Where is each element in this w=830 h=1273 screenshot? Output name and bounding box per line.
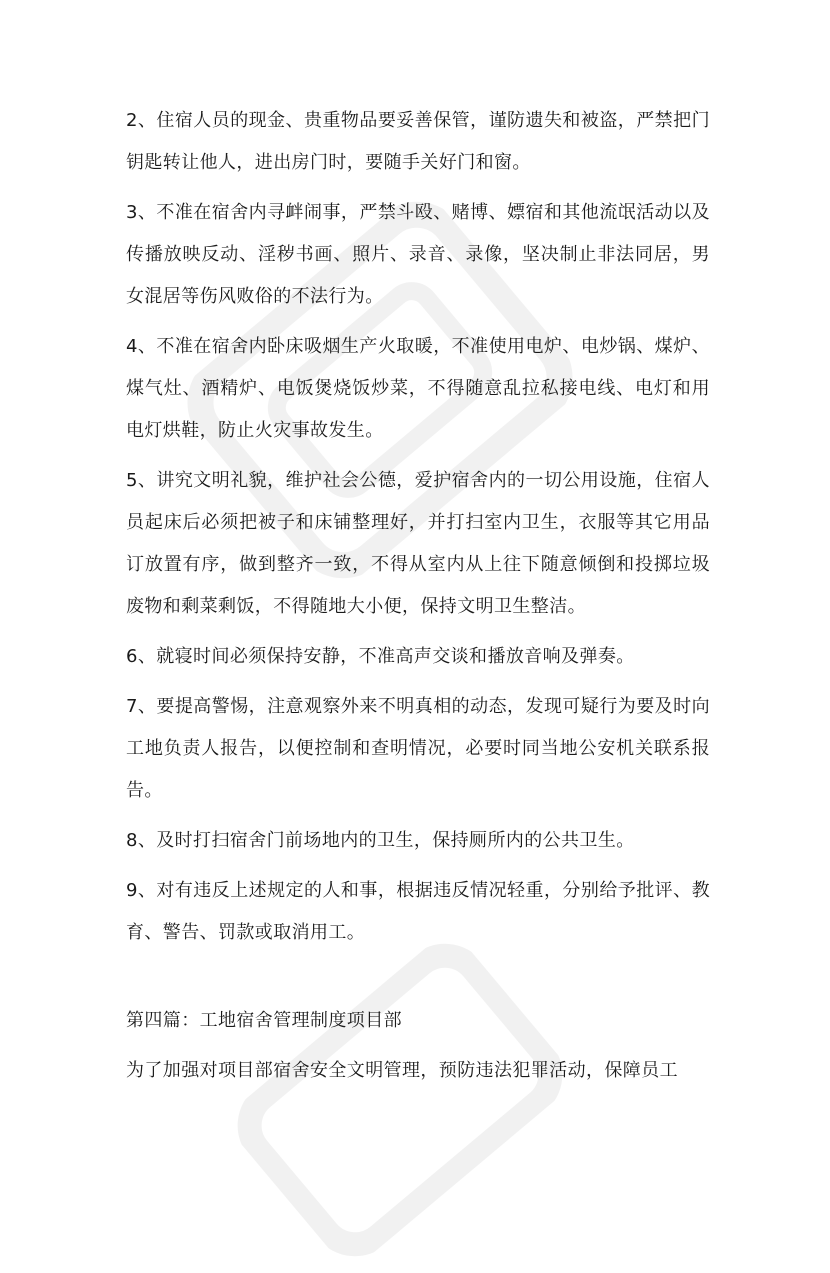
intro-paragraph: 为了加强对项目部宿舍安全文明管理，预防违法犯罪活动，保障员工: [126, 1060, 678, 1081]
document-body: [126, 100, 710, 1100]
rule-paragraph-7: 7、要提高警惕，注意观察外来不明真相的动态，发现可疑行为要及时向工地负责人报告，以便控制和查明情况，必要时同当地公安机关联系报告。: [126, 696, 710, 801]
rule-paragraph-5: 5、讲究文明礼貌，维护社会公德，爱护宿舍内的一切公用设施，住宿人员起床后必须把被子和床铺整理好，并打扫室内卫生，衣服等其它用品订放置有序，做到整齐一致，不得从室内从上往下随意倾倒和投掷垃圾废物和剩菜剩饭，不得随地大小便，保持文明卫生整洁。: [126, 470, 710, 617]
rule-paragraph-3: 3、不准在宿舍内寻衅闹事，严禁斗殴、赌博、嫖宿和其他流氓活动以及传播放映反动、淫秽书画、照片、录音、录像，坚决制止非法同居，男女混居等伤风败俗的不法行为。: [126, 202, 710, 307]
section-title: 第四篇：工地宿舍管理制度项目部: [126, 1010, 402, 1031]
rule-paragraph-2: 2、住宿人员的现金、贵重物品要妥善保管，谨防遗失和被盗，严禁把门钥匙转让他人，进出房门时，要随手关好门和窗。: [126, 110, 710, 173]
rule-paragraph-8: 8、及时打扫宿舍门前场地内的卫生，保持厕所内的公共卫生。: [126, 830, 635, 851]
rule-paragraph-6: 6、就寝时间必须保持安静，不准高声交谈和播放音响及弹奏。: [126, 646, 635, 667]
rule-paragraph-4: 4、不准在宿舍内卧床吸烟生产火取暖，不准使用电炉、电炒锅、煤炉、煤气灶、酒精炉、电饭煲烧饭炒菜，不得随意乱拉私接电线、电灯和用电灯烘鞋，防止火灾事故发生。: [126, 336, 710, 441]
rule-paragraph-9: 9、对有违反上述规定的人和事，根据违反情况轻重，分别给予批评、教育、警告、罚款或取消用工。: [126, 880, 710, 943]
section-spacer: [126, 962, 710, 1000]
